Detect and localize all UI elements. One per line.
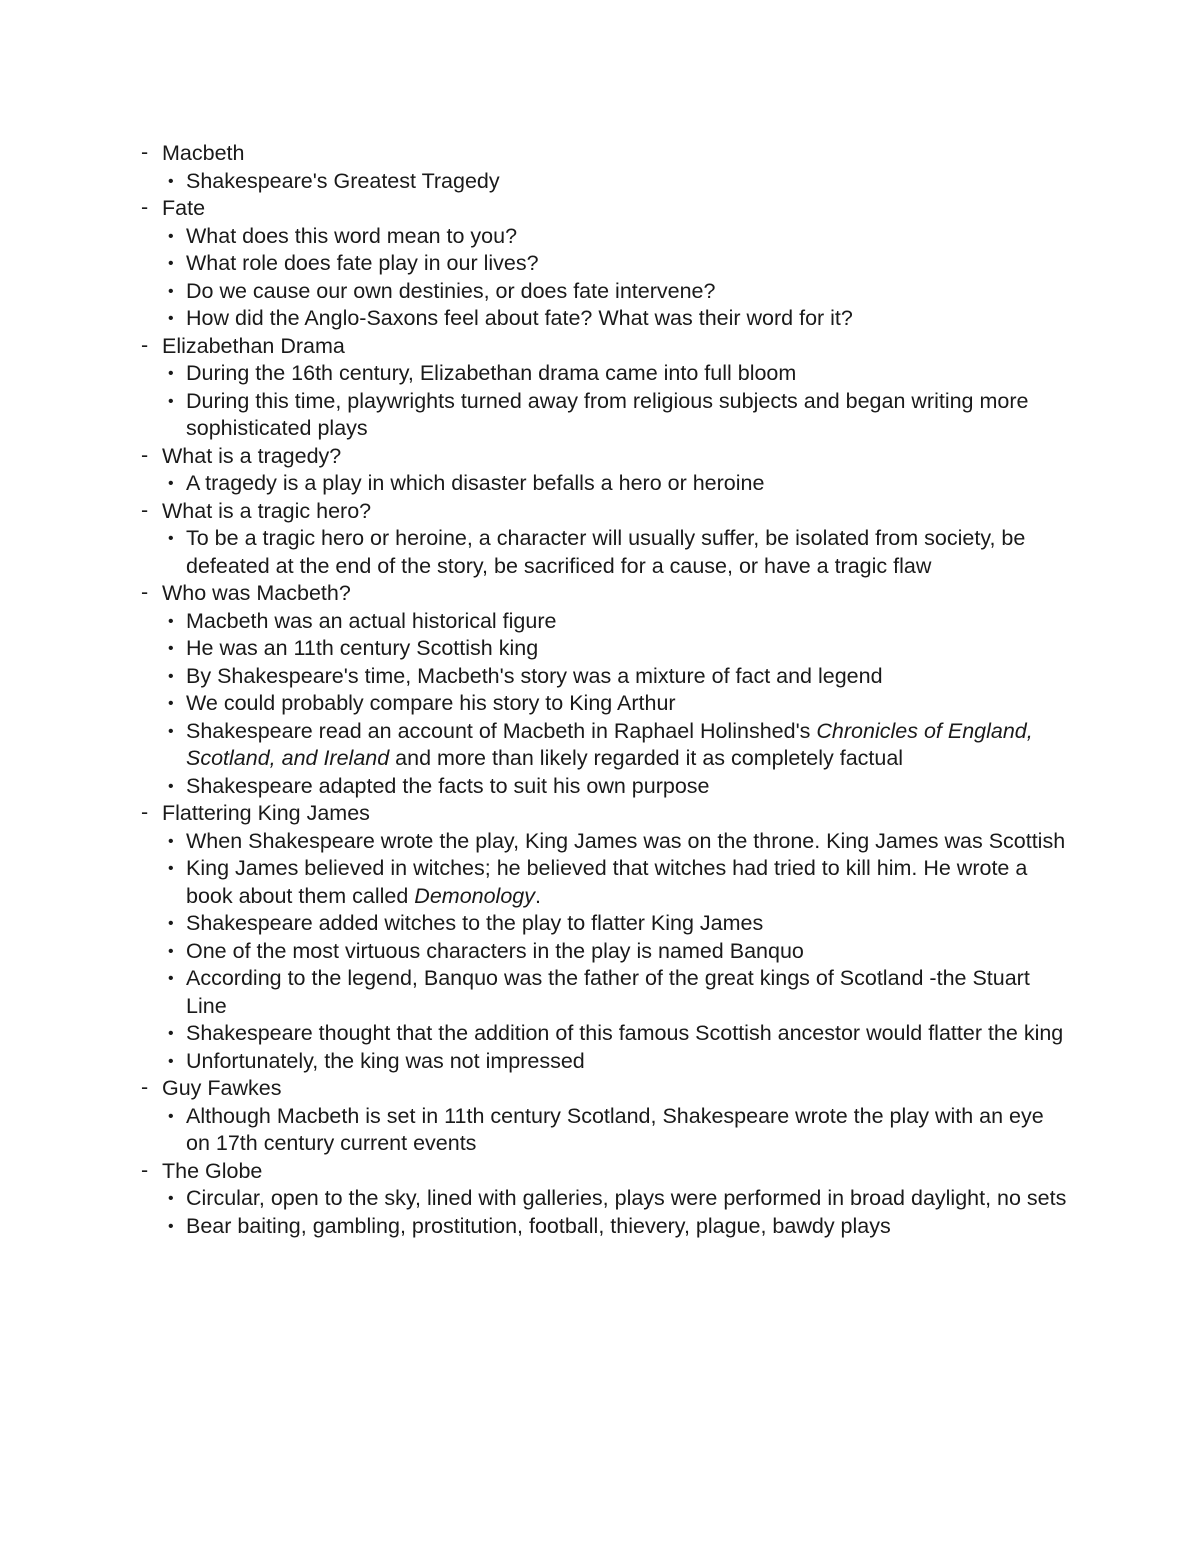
bullet-marker: • [168, 1190, 174, 1207]
bullet-marker: • [168, 777, 174, 795]
point-text: Although Macbeth is set in 11th century Scotland, Shakespeare wrote the play with an eye on 17th century current events [186, 1103, 1044, 1155]
list-item [0, 525, 1200, 580]
point-text: By Shakespeare's time, Macbeth's story was a mixture of fact and legend [186, 663, 883, 688]
bullet-marker: • [168, 227, 174, 245]
topic-heading: The Globe [162, 1158, 263, 1183]
italic-title: Demonology [414, 883, 536, 908]
dash-marker: - [141, 1075, 149, 1099]
point-text: What role does fate play in our lives? [186, 251, 539, 275]
point-text: He was an 11th century Scottish king [186, 636, 539, 660]
bullet-marker: • [168, 1025, 174, 1042]
point-text: . [535, 883, 541, 908]
topic-heading: Fate [162, 196, 206, 220]
bullet-marker: • [168, 667, 174, 685]
list-item [0, 223, 1200, 251]
outline-topic [0, 1158, 1200, 1241]
list-item [0, 773, 1200, 801]
topic-heading: Macbeth [162, 141, 245, 165]
point-text: To be a tragic hero or heroine, a character will usually suffer, be isolated from society, be defeated at the end of the story, be sacrificed for a cause, or have a tragic flaw [186, 526, 1026, 578]
italic-title: Chronicles of England, Scotland, and Ireland [186, 718, 1033, 770]
bullet-marker: • [168, 695, 174, 712]
list-item [0, 1020, 1200, 1048]
list-item [0, 250, 1200, 278]
list-item [0, 718, 1200, 773]
list-item [0, 938, 1200, 966]
point-list [162, 608, 1200, 801]
list-item [0, 635, 1200, 663]
dash-marker: - [141, 140, 149, 164]
point-text: Shakespeare added witches to the play to flatter King James [186, 911, 764, 935]
bullet-marker: • [168, 310, 174, 327]
bullet-marker: • [168, 915, 174, 932]
outline-list [0, 140, 1200, 1240]
point-list [162, 223, 1200, 333]
outline-topic [0, 195, 1200, 333]
bullet-marker: • [168, 392, 174, 410]
list-item [0, 965, 1200, 1020]
outline-topic [0, 800, 1200, 1075]
point-list [162, 828, 1200, 1076]
list-item [0, 1103, 1200, 1158]
bullet-marker: • [168, 172, 174, 190]
point-text: Bear baiting, gambling, prostitution, football, thievery, plague, bawdy plays [186, 1213, 891, 1238]
bullet-marker: • [168, 365, 174, 382]
list-item [0, 828, 1200, 856]
topic-heading: What is a tragic hero? [162, 498, 372, 523]
topic-heading: Who was Macbeth? [162, 581, 351, 605]
point-text: King James believed in witches; he believed that witches had tried to kill him. He wrote a book about them called [186, 856, 1028, 908]
point-text: A tragedy is a play in which disaster befalls a hero or heroine [186, 471, 765, 495]
dash-marker: - [141, 442, 149, 467]
point-text: According to the legend, Banquo was the father of the great kings of Scotland -the Stuart Line [186, 966, 1030, 1018]
bullet-marker: • [168, 942, 174, 960]
bullet-marker: • [168, 1217, 174, 1235]
point-text: One of the most virtuous characters in the play is named Banquo [186, 938, 804, 963]
dash-marker: - [141, 497, 149, 522]
point-text: Circular, open to the sky, lined with galleries, plays were performed in broad daylight, no sets [186, 1186, 1067, 1210]
bullet-marker: • [168, 722, 174, 740]
point-text: Shakespeare's Greatest Tragedy [186, 168, 500, 193]
point-text: Shakespeare thought that the addition of this famous Scottish ancestor would flatter the king [186, 1021, 1064, 1045]
list-item [0, 663, 1200, 691]
point-text: How did the Anglo-Saxons feel about fate? What was their word for it? [186, 306, 853, 330]
bullet-marker: • [168, 255, 174, 272]
bullet-marker: • [168, 612, 174, 630]
point-text: Unfortunately, the king was not impressed [186, 1048, 585, 1073]
bullet-marker: • [168, 530, 174, 547]
list-item [0, 305, 1200, 333]
list-item [0, 388, 1200, 443]
bullet-marker: • [168, 282, 174, 300]
list-item [0, 608, 1200, 636]
point-list [162, 1103, 1200, 1158]
topic-heading: What is a tragedy? [162, 443, 342, 468]
point-text: Shakespeare adapted the facts to suit his own purpose [186, 773, 710, 798]
bullet-marker: • [168, 832, 174, 850]
point-list [162, 470, 1200, 498]
list-item [0, 1048, 1200, 1076]
list-item [0, 168, 1200, 196]
outline-topic [0, 140, 1200, 195]
dash-marker: - [141, 580, 149, 604]
topic-heading: Flattering King James [162, 801, 370, 825]
list-item [0, 278, 1200, 306]
outline-topic [0, 443, 1200, 498]
point-list [162, 360, 1200, 443]
outline-topic [0, 1075, 1200, 1158]
outline-topic [0, 498, 1200, 581]
topic-heading: Guy Fawkes [162, 1076, 282, 1100]
point-text: Macbeth was an actual historical figure [186, 608, 557, 633]
bullet-marker: • [168, 1107, 174, 1125]
bullet-marker: • [168, 970, 174, 987]
list-item [0, 1213, 1200, 1241]
point-text: During the 16th century, Elizabethan drama came into full bloom [186, 361, 797, 385]
dash-marker: - [141, 1157, 149, 1182]
point-text: and more than likely regarded it as completely factual [389, 746, 904, 770]
point-list [162, 168, 1200, 196]
outline-topic [0, 333, 1200, 443]
dash-marker: - [141, 195, 149, 219]
outline-topic [0, 580, 1200, 800]
point-list [162, 1185, 1200, 1240]
dash-marker: - [141, 800, 149, 824]
point-text: Do we cause our own destinies, or does fate intervene? [186, 278, 716, 303]
list-item [0, 360, 1200, 388]
point-text: We could probably compare his story to King Arthur [186, 691, 676, 715]
list-item [0, 1185, 1200, 1213]
list-item [0, 690, 1200, 718]
point-text: When Shakespeare wrote the play, King James was on the throne. King James was Scottish [186, 828, 1066, 853]
list-item [0, 855, 1200, 910]
list-item [0, 910, 1200, 938]
bullet-marker: • [168, 860, 174, 877]
point-text: During this time, playwrights turned away from religious subjects and began writing more sophisticated plays [186, 388, 1029, 440]
list-item [0, 470, 1200, 498]
bullet-marker: • [168, 1052, 174, 1070]
bullet-marker: • [168, 475, 174, 492]
document-page [0, 140, 1200, 1240]
point-list [162, 525, 1200, 580]
topic-heading: Elizabethan Drama [162, 333, 345, 358]
point-text: What does this word mean to you? [186, 223, 518, 248]
dash-marker: - [141, 332, 149, 357]
bullet-marker: • [168, 640, 174, 657]
point-text: Shakespeare read an account of Macbeth in Raphael Holinshed's [186, 718, 817, 743]
